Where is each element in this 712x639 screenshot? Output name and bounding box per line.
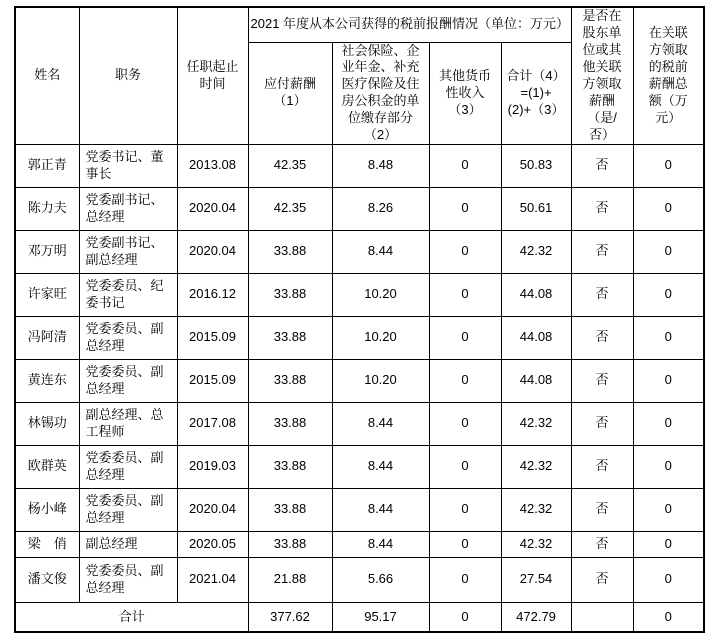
cell-insurance: 8.44 bbox=[332, 445, 429, 488]
cell-other: 0 bbox=[429, 557, 501, 602]
total-other: 0 bbox=[429, 602, 501, 632]
cell-related-yn: 否 bbox=[571, 359, 633, 402]
cell-total: 42.32 bbox=[501, 531, 571, 557]
cell-other: 0 bbox=[429, 273, 501, 316]
table-row bbox=[15, 445, 704, 488]
cell-name: 郭正青 bbox=[15, 144, 79, 187]
cell-term: 2021.04 bbox=[177, 557, 248, 602]
compensation-table bbox=[14, 6, 705, 633]
cell-total: 42.32 bbox=[501, 230, 571, 273]
cell-name: 许家旺 bbox=[15, 273, 79, 316]
table-row bbox=[15, 230, 704, 273]
table-row bbox=[15, 402, 704, 445]
cell-related-amt: 0 bbox=[633, 230, 704, 273]
table-footer bbox=[15, 602, 704, 632]
total-related-yn bbox=[571, 602, 633, 632]
cell-insurance: 10.20 bbox=[332, 316, 429, 359]
header-row-top bbox=[15, 7, 704, 42]
cell-related-amt: 0 bbox=[633, 144, 704, 187]
cell-term: 2013.08 bbox=[177, 144, 248, 187]
total-sum: 472.79 bbox=[501, 602, 571, 632]
cell-term: 2015.09 bbox=[177, 316, 248, 359]
cell-total: 50.61 bbox=[501, 187, 571, 230]
cell-related-amt: 0 bbox=[633, 488, 704, 531]
cell-related-yn: 否 bbox=[571, 488, 633, 531]
total-label: 合计 bbox=[15, 602, 248, 632]
cell-insurance: 10.20 bbox=[332, 273, 429, 316]
cell-payable: 33.88 bbox=[248, 445, 332, 488]
cell-other: 0 bbox=[429, 445, 501, 488]
cell-payable: 42.35 bbox=[248, 144, 332, 187]
cell-payable: 42.35 bbox=[248, 187, 332, 230]
header-name: 姓名 bbox=[15, 7, 79, 144]
cell-insurance: 8.48 bbox=[332, 144, 429, 187]
cell-position: 副总经理、总工程师 bbox=[79, 402, 177, 445]
table-row bbox=[15, 359, 704, 402]
cell-total: 44.08 bbox=[501, 273, 571, 316]
cell-name: 林锡功 bbox=[15, 402, 79, 445]
cell-position: 党委委员、副总经理 bbox=[79, 359, 177, 402]
cell-related-yn: 否 bbox=[571, 557, 633, 602]
cell-payable: 33.88 bbox=[248, 488, 332, 531]
cell-position: 党委委员、副总经理 bbox=[79, 488, 177, 531]
cell-term: 2020.04 bbox=[177, 230, 248, 273]
cell-position: 党委副书记、副总经理 bbox=[79, 230, 177, 273]
cell-name: 梁 俏 bbox=[15, 531, 79, 557]
cell-insurance: 10.20 bbox=[332, 359, 429, 402]
cell-total: 50.83 bbox=[501, 144, 571, 187]
cell-term: 2016.12 bbox=[177, 273, 248, 316]
header-other-income: 其他货币性收入（3） bbox=[429, 42, 501, 144]
cell-related-yn: 否 bbox=[571, 445, 633, 488]
total-insurance: 95.17 bbox=[332, 602, 429, 632]
cell-related-yn: 否 bbox=[571, 316, 633, 359]
cell-payable: 21.88 bbox=[248, 557, 332, 602]
cell-other: 0 bbox=[429, 402, 501, 445]
cell-position: 党委副书记、总经理 bbox=[79, 187, 177, 230]
cell-name: 欧群英 bbox=[15, 445, 79, 488]
header-group-title: 2021 年度从本公司获得的税前报酬情况（单位：万元） bbox=[248, 7, 571, 42]
total-row bbox=[15, 602, 704, 632]
cell-name: 邓万明 bbox=[15, 230, 79, 273]
cell-insurance: 8.26 bbox=[332, 187, 429, 230]
cell-related-yn: 否 bbox=[571, 144, 633, 187]
cell-position: 党委委员、副总经理 bbox=[79, 557, 177, 602]
cell-payable: 33.88 bbox=[248, 316, 332, 359]
table-row bbox=[15, 557, 704, 602]
cell-related-amt: 0 bbox=[633, 273, 704, 316]
cell-total: 27.54 bbox=[501, 557, 571, 602]
cell-name: 黄连东 bbox=[15, 359, 79, 402]
cell-position: 副总经理 bbox=[79, 531, 177, 557]
cell-other: 0 bbox=[429, 488, 501, 531]
cell-total: 42.32 bbox=[501, 488, 571, 531]
cell-related-amt: 0 bbox=[633, 531, 704, 557]
cell-insurance: 5.66 bbox=[332, 557, 429, 602]
table-row bbox=[15, 316, 704, 359]
cell-position: 党委委员、纪委书记 bbox=[79, 273, 177, 316]
table-row bbox=[15, 187, 704, 230]
cell-related-amt: 0 bbox=[633, 402, 704, 445]
cell-payable: 33.88 bbox=[248, 273, 332, 316]
cell-related-amt: 0 bbox=[633, 316, 704, 359]
cell-related-yn: 否 bbox=[571, 531, 633, 557]
cell-term: 2020.04 bbox=[177, 187, 248, 230]
cell-payable: 33.88 bbox=[248, 230, 332, 273]
cell-payable: 33.88 bbox=[248, 402, 332, 445]
total-payable: 377.62 bbox=[248, 602, 332, 632]
cell-related-yn: 否 bbox=[571, 187, 633, 230]
cell-position: 党委委员、副总经理 bbox=[79, 445, 177, 488]
cell-name: 冯阿清 bbox=[15, 316, 79, 359]
cell-related-amt: 0 bbox=[633, 445, 704, 488]
cell-other: 0 bbox=[429, 531, 501, 557]
cell-insurance: 8.44 bbox=[332, 531, 429, 557]
cell-related-yn: 否 bbox=[571, 273, 633, 316]
header-insurance: 社会保险、企业年金、补充医疗保险及住房公积金的单位缴存部分（2） bbox=[332, 42, 429, 144]
header-related-yn: 是否在股东单位或其他关联方领取薪酬（是/否） bbox=[571, 7, 633, 144]
cell-other: 0 bbox=[429, 187, 501, 230]
cell-related-amt: 0 bbox=[633, 359, 704, 402]
cell-term: 2020.04 bbox=[177, 488, 248, 531]
header-payable: 应付薪酬（1） bbox=[248, 42, 332, 144]
header-total: 合计（4）=(1)+(2)+（3） bbox=[501, 42, 571, 144]
cell-payable: 33.88 bbox=[248, 359, 332, 402]
cell-total: 44.08 bbox=[501, 316, 571, 359]
cell-term: 2020.05 bbox=[177, 531, 248, 557]
table-row bbox=[15, 531, 704, 557]
table-body bbox=[15, 144, 704, 602]
cell-insurance: 8.44 bbox=[332, 488, 429, 531]
table-row bbox=[15, 488, 704, 531]
cell-other: 0 bbox=[429, 316, 501, 359]
cell-other: 0 bbox=[429, 144, 501, 187]
header-related-amount: 在关联方领取的税前薪酬总额（万元） bbox=[633, 7, 704, 144]
cell-related-amt: 0 bbox=[633, 557, 704, 602]
cell-insurance: 8.44 bbox=[332, 402, 429, 445]
cell-other: 0 bbox=[429, 230, 501, 273]
cell-related-yn: 否 bbox=[571, 230, 633, 273]
cell-related-yn: 否 bbox=[571, 402, 633, 445]
cell-total: 42.32 bbox=[501, 402, 571, 445]
total-related-amount: 0 bbox=[633, 602, 704, 632]
cell-position: 党委书记、董事长 bbox=[79, 144, 177, 187]
cell-term: 2017.08 bbox=[177, 402, 248, 445]
cell-payable: 33.88 bbox=[248, 531, 332, 557]
table-header bbox=[15, 7, 704, 144]
cell-related-amt: 0 bbox=[633, 187, 704, 230]
cell-total: 42.32 bbox=[501, 445, 571, 488]
header-position: 职务 bbox=[79, 7, 177, 144]
cell-total: 44.08 bbox=[501, 359, 571, 402]
table-row bbox=[15, 273, 704, 316]
cell-name: 杨小峰 bbox=[15, 488, 79, 531]
cell-insurance: 8.44 bbox=[332, 230, 429, 273]
cell-term: 2015.09 bbox=[177, 359, 248, 402]
cell-name: 陈力夫 bbox=[15, 187, 79, 230]
cell-other: 0 bbox=[429, 359, 501, 402]
table-row bbox=[15, 144, 704, 187]
cell-name: 潘文俊 bbox=[15, 557, 79, 602]
cell-position: 党委委员、副总经理 bbox=[79, 316, 177, 359]
cell-term: 2019.03 bbox=[177, 445, 248, 488]
header-term: 任职起止时间 bbox=[177, 7, 248, 144]
